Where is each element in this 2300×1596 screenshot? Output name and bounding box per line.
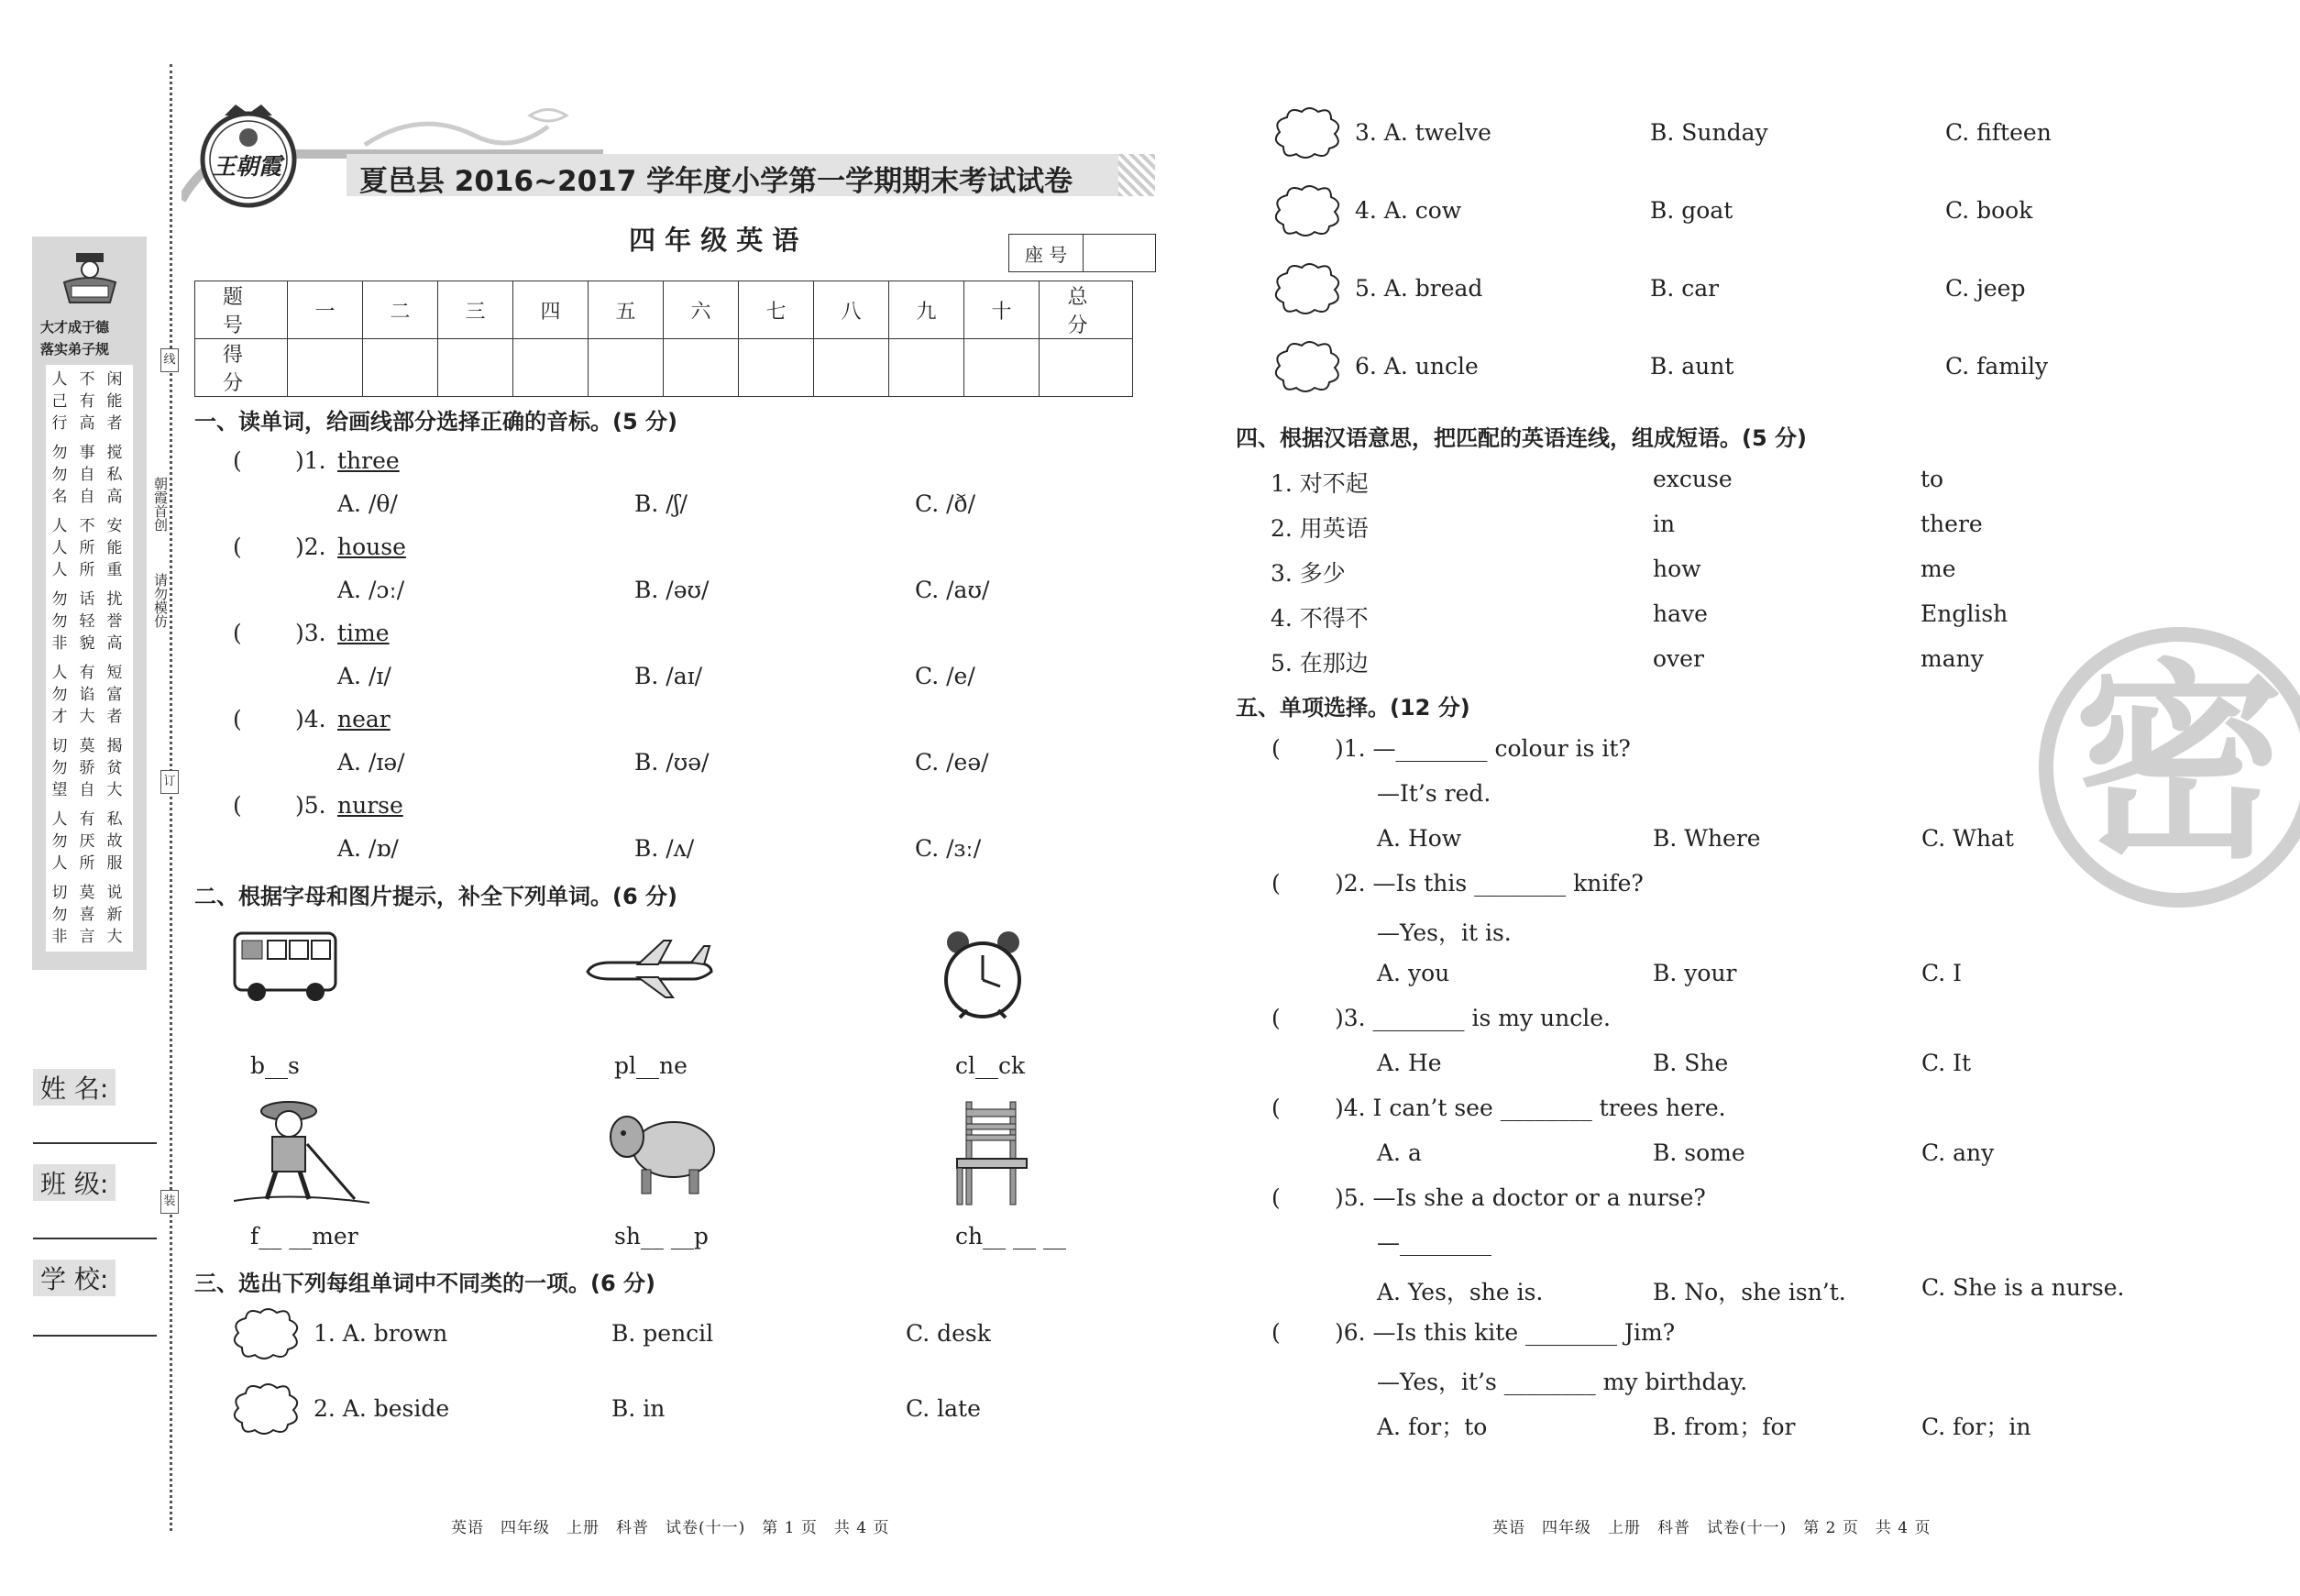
option-a: A. Yes，she is. [1377,1279,1544,1305]
answer-flower-box[interactable] [229,1381,303,1437]
plane-image [583,937,716,1001]
exam-title: 夏邑县 2016~2017 学年度小学第一学期期末考试试卷 [359,165,1073,198]
answer-paren-open[interactable]: ( [1271,1319,1281,1346]
bus-image [227,926,342,1008]
answer-paren-open[interactable]: ( [1271,870,1281,897]
match-word-1[interactable]: how [1653,556,1701,582]
binding-dashed-line [170,64,172,1531]
chinese-phrase: 1. 对不起 [1271,470,1369,497]
proverb-line: 不所所 [79,517,95,579]
question-number: )4. [295,706,326,732]
option-b: B. /ʃ/ [634,490,688,517]
word-bus: b__s [250,1052,300,1079]
match-word-2[interactable]: to [1920,466,1944,492]
option-a: 2. A. beside [314,1395,450,1422]
score-cell-total[interactable] [1040,339,1133,397]
score-cell[interactable] [889,339,964,397]
proverb-line: 不有高 [79,370,95,433]
dialogue-line: —________ [1377,1229,1491,1256]
option-b: B. /ʌ/ [634,835,695,862]
seat-input[interactable] [1084,235,1156,272]
proverb-line: 人勿人 [51,810,68,873]
option-a: A. /ɔː/ [337,577,405,603]
dialogue-line: —It’s red. [1377,780,1491,807]
binding-mark-ding: 订 [160,770,179,794]
chinese-phrase: 2. 用英语 [1271,515,1369,542]
seat-label: 座 号 [1009,235,1084,272]
option-a: A. /ɒ/ [337,835,399,862]
footer-right: 英语 四年级 上册 科普 试卷(十一) 第 2 页 共 4 页 [1492,1519,1931,1537]
option-c: C. What [1921,825,2014,852]
answer-paren-open[interactable]: ( [1271,735,1281,762]
score-total-label: 总 分 [1040,281,1133,339]
question-word: nurse [337,792,403,819]
score-col: 四 [513,281,589,339]
question-text: )3. ________ is my uncle. [1335,1005,1611,1031]
score-cell[interactable] [288,339,363,397]
option-c: C. /ð/ [915,490,976,517]
option-b: B. /ʊə/ [634,749,710,776]
option-c: C. for；in [1921,1414,2031,1440]
proverb-line: 短富者 [106,664,123,726]
score-row-label: 得 分 [195,339,288,397]
score-cell[interactable] [438,339,513,397]
option-a: A. /θ/ [337,490,398,517]
question-word: near [337,706,391,732]
proverb-line: 搅私高 [106,444,123,506]
school-label: 学 校: [33,1260,116,1296]
proverb-line: 人己行 [51,370,68,433]
chinese-phrase: 3. 多少 [1271,560,1346,587]
proverb-line: 安能重 [106,517,123,579]
answer-paren-open[interactable]: ( [233,792,242,819]
answer-paren-open[interactable]: ( [1271,1005,1281,1031]
score-col: 五 [589,281,664,339]
option-c: C. She is a nurse. [1921,1274,2125,1301]
match-word-1[interactable]: have [1653,600,1708,627]
score-cell[interactable] [589,339,664,397]
option-b: B. in [611,1395,666,1422]
name-label: 姓 名: [33,1069,116,1106]
option-c: C. /eə/ [915,749,989,776]
clock-image [940,930,1027,1021]
question-word: house [337,534,406,560]
option-b: B. car [1650,275,1720,302]
answer-flower-box[interactable] [1271,105,1344,161]
option-a: A. He [1377,1050,1442,1076]
proverb-line: 私故服 [106,810,123,873]
answer-paren-open[interactable]: ( [233,620,242,646]
section4-heading: 四、根据汉语意思，把匹配的英语连线，组成短语。(5 分) [1236,425,1807,451]
proverb-line: 人勿才 [51,664,68,726]
option-a: 6. A. uncle [1355,353,1479,380]
dialogue-line: —Yes，it’s ________ my birthday. [1377,1369,1748,1395]
option-b: B. your [1653,960,1737,986]
option-c: C. desk [906,1320,991,1347]
option-b: B. /aɪ/ [634,663,703,689]
score-col: 九 [889,281,964,339]
option-a: A. /ɪ/ [337,663,391,689]
question-text: )1. —________ colour is it? [1335,735,1631,762]
option-c: C. /ɜː/ [915,835,982,862]
score-cell[interactable] [964,339,1040,397]
section5-heading: 五、单项选择。(12 分) [1236,695,1470,721]
answer-flower-box[interactable] [1271,338,1344,395]
answer-paren-open[interactable]: ( [233,534,242,560]
match-word-1[interactable]: excuse [1653,466,1733,492]
subject-title: 四 年 级 英 语 [629,225,799,256]
match-word-2[interactable]: many [1920,645,1984,672]
footer-left: 英语 四年级 上册 科普 试卷(十一) 第 1 页 共 4 页 [451,1519,890,1537]
option-b: B. from；for [1653,1414,1796,1440]
answer-flower-box[interactable] [229,1305,303,1362]
option-b: B. aunt [1650,353,1734,380]
proverb-line: 人人人 [51,517,68,579]
score-table [194,281,1133,397]
farmer-image [234,1093,371,1206]
word-sheep: sh__ __p [614,1223,709,1249]
proverb-line: 揭贫大 [106,737,123,799]
proverb-title-2: 落实弟子规 [40,341,110,358]
binding-mark-zhuang: 装 [160,1190,179,1214]
answer-flower-box[interactable] [1271,260,1344,317]
proverb-line: 切勿非 [51,884,68,946]
answer-paren-open[interactable]: ( [233,706,242,732]
proverb-line: 莫喜言 [79,884,95,946]
dialogue-line: —Yes，it is. [1377,919,1512,946]
question-text: )6. —Is this kite ________ Jim? [1335,1319,1676,1346]
logo-text: 王朝霞 [213,153,282,180]
option-c: C. I [1921,960,1963,986]
confidential-mark: 密 [2074,643,2285,887]
option-a: 1. A. brown [314,1320,448,1347]
option-c: C. It [1921,1050,1972,1076]
scholar-illustration [44,246,136,310]
proverb-line: 有厌所 [79,810,95,873]
word-chair: ch__ __ __ [955,1223,1066,1249]
option-c: C. jeep [1945,275,2026,302]
word-farmer: f__ __mer [250,1223,358,1249]
proverb-line: 话轻貌 [79,590,95,653]
score-col: 十 [964,281,1040,339]
class-field[interactable] [33,1238,157,1239]
answer-flower-box[interactable] [1271,182,1344,239]
score-col: 一 [288,281,363,339]
option-a: A. you [1377,960,1450,986]
score-col: 二 [363,281,438,339]
proverb-title-1: 大才成于德 [40,319,110,336]
word-plane: pl__ne [614,1052,688,1079]
option-c: C. book [1945,197,2033,224]
chinese-phrase: 4. 不得不 [1271,605,1369,632]
question-number: )2. [295,534,326,560]
class-label: 班 级: [33,1164,116,1201]
answer-paren-open[interactable]: ( [1271,1184,1281,1211]
proverb-line: 切勿望 [51,737,68,799]
option-a: A. How [1377,825,1462,852]
school-field[interactable] [33,1335,157,1337]
match-word-1[interactable]: in [1653,511,1676,537]
name-field[interactable] [33,1142,157,1144]
sheep-image [605,1106,720,1197]
option-b: B. some [1653,1139,1745,1166]
word-clock: cl__ck [955,1052,1026,1079]
proverb-line: 扰誉高 [106,590,123,653]
option-a: A. for；to [1377,1414,1488,1440]
option-b: B. pencil [611,1320,714,1347]
option-b: B. She [1653,1050,1729,1076]
question-number: )3. [295,620,326,646]
proverb-line: 闲能者 [106,370,123,433]
option-a: 5. A. bread [1355,275,1483,302]
option-c: C. /aʊ/ [915,577,990,603]
binding-mark-line: 线 [160,348,179,372]
answer-paren-open[interactable]: ( [233,447,242,474]
option-b: B. Sunday [1650,119,1768,146]
option-b: B. /əʊ/ [634,577,710,603]
match-word-1[interactable]: over [1653,645,1704,672]
option-a: A. /ɪə/ [337,749,405,776]
question-text: )4. I can’t see ________ trees here. [1335,1095,1726,1121]
option-b: B. No，she isn’t. [1653,1279,1846,1305]
seat-number-box [1008,234,1156,272]
question-word: three [337,447,400,474]
option-a: A. a [1377,1139,1422,1166]
score-cell[interactable] [739,339,814,397]
option-c: C. late [906,1395,981,1422]
option-a: 3. A. twelve [1355,119,1491,146]
proverb-line: 有谄大 [79,664,95,726]
score-cell[interactable] [814,339,889,397]
section1-heading: 一、读单词，给画线部分选择正确的音标。(5 分) [194,409,677,435]
score-col: 三 [438,281,513,339]
score-cell[interactable] [664,339,739,397]
side-note-1: 朝霞首创 [152,477,169,532]
chair-image [953,1098,1031,1208]
question-number: )5. [295,792,326,819]
side-note-2: 请勿模仿 [152,573,169,628]
score-cell[interactable] [363,339,438,397]
answer-paren-open[interactable]: ( [1271,1095,1281,1121]
title-band-fade [1118,154,1155,196]
score-cell[interactable] [513,339,589,397]
chinese-phrase: 5. 在那边 [1271,650,1369,677]
match-word-2[interactable]: me [1920,556,1956,582]
question-number: )1. [295,447,326,474]
section3-heading: 三、选出下列每组单词中不同类的一项。(6 分) [194,1271,655,1296]
option-c: C. any [1921,1139,1995,1166]
match-word-2[interactable]: English [1920,600,2008,627]
option-a: 4. A. cow [1355,197,1462,224]
section2-heading: 二、根据字母和图片提示，补全下列单词。(6 分) [194,884,677,909]
score-header-label: 题 号 [195,281,288,339]
option-c: C. /e/ [915,663,975,689]
proverb-line: 勿勿非 [51,590,68,653]
question-word: time [337,620,390,646]
score-col: 七 [739,281,814,339]
score-col: 八 [814,281,889,339]
option-c: C. fifteen [1945,119,2052,146]
option-b: B. Where [1653,825,1761,852]
proverb-line: 勿勿名 [51,444,68,506]
proverb-line: 莫骄自 [79,737,95,799]
proverb-line: 事自自 [79,444,95,506]
proverb-line: 说新大 [106,884,123,946]
score-col: 六 [664,281,739,339]
option-b: B. goat [1650,197,1733,224]
match-word-2[interactable]: there [1920,511,1983,537]
option-c: C. family [1945,353,2049,380]
question-text: )5. —Is she a doctor or a nurse? [1335,1184,1706,1211]
question-text: )2. —Is this ________ knife? [1335,870,1644,897]
